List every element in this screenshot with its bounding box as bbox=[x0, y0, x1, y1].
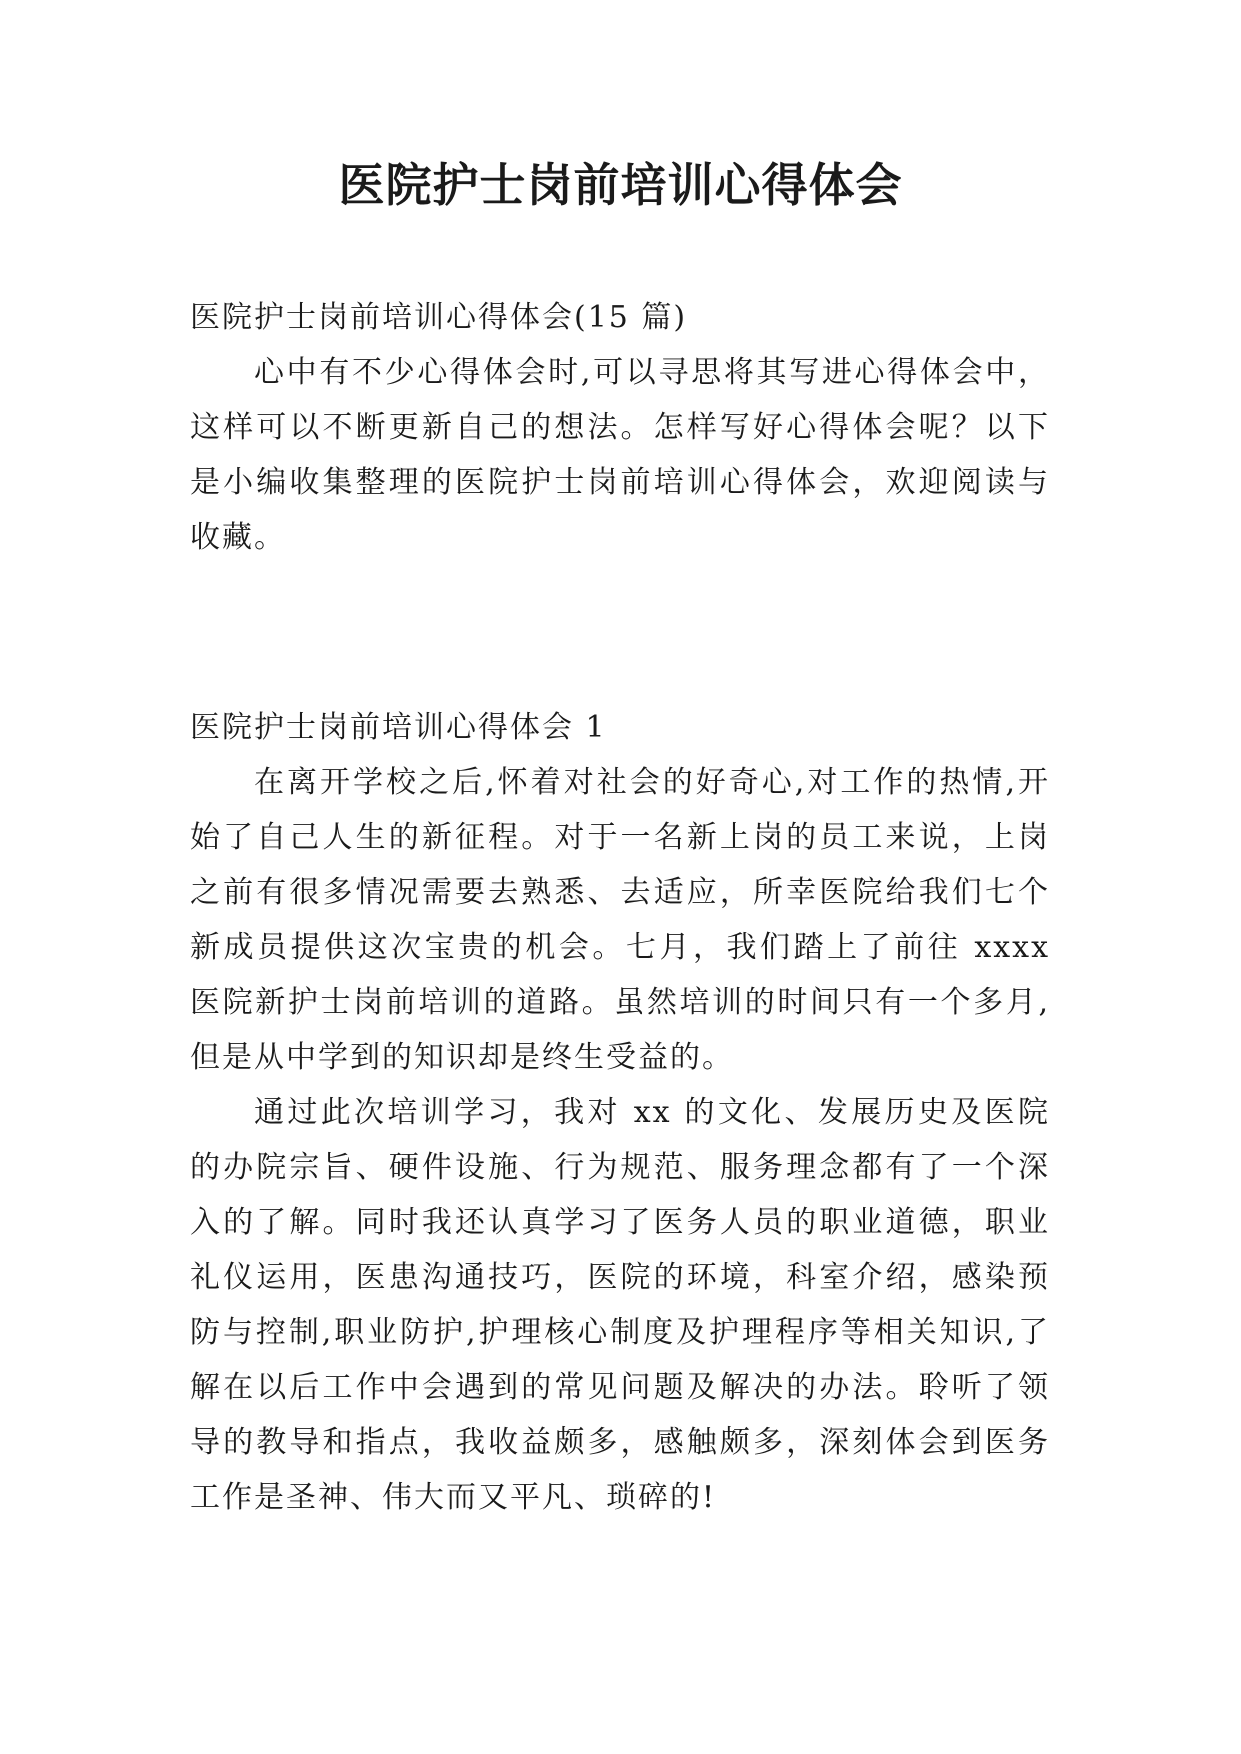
section-1-heading: 医院护士岗前培训心得体会 1 bbox=[190, 710, 607, 745]
section-1 bbox=[190, 700, 1050, 1525]
section-1-paragraph-1: 在离开学校之后,怀着对社会的好奇心,对工作的热情,开始了自己人生的新征程。对于一名新上岗的员工来说，上岗之前有很多情况需要去熟悉、去适应，所幸医院给我们七个新成员提供这次宝贵的机会。七月，我们踏上了前往 xxxx 医院新护士岗前培训的道路。虽然培训的时间只有一个多月,但是从中学到的知识却是终生受益的。 bbox=[190, 765, 1050, 1075]
intro-heading: 医院护士岗前培训心得体会(15 篇) bbox=[190, 300, 688, 335]
intro-paragraph: 心中有不少心得体会时,可以寻思将其写进心得体会中，这样可以不断更新自己的想法。怎样写好心得体会呢？以下是小编收集整理的医院护士岗前培训心得体会，欢迎阅读与收藏。 bbox=[190, 355, 1050, 555]
intro-section bbox=[190, 290, 1050, 565]
document-title: 医院护士岗前培训心得体会 bbox=[338, 158, 903, 212]
section-1-paragraph-2: 通过此次培训学习，我对 xx 的文化、发展历史及医院的办院宗旨、硬件设施、行为规范、服务理念都有了一个深入的了解。同时我还认真学习了医务人员的职业道德，职业礼仪运用，医患沟通技巧，医院的环境，科室介绍，感染预防与控制,职业防护,护理核心制度及护理程序等相关知识,了解在以后工作中会遇到的常见问题及解决的办法。聆听了领导的教导和指点，我收益颇多，感触颇多，深刻体会到医务工作是圣神、伟大而又平凡、琐碎的! bbox=[190, 1095, 1050, 1515]
